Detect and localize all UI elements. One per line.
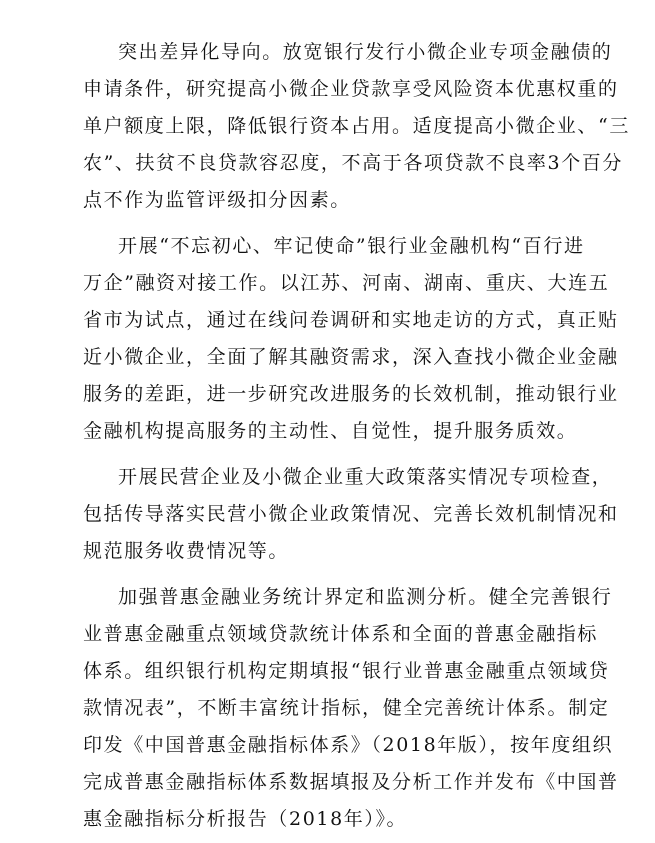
text-line: 服务的差距，进一步研究改进服务的长效机制，推动银行业 (83, 383, 619, 405)
text-line: 近小微企业，全面了解其融资需求，深入查找小微企业金融 (83, 346, 619, 368)
text-line: 包括传导落实民营小微企业政策情况、完善长效机制情况和 (83, 503, 619, 525)
text-line: 规范服务收费情况等。 (83, 540, 290, 562)
text-line: 开展民营企业及小微企业重大政策落实情况专项检查， (118, 466, 613, 488)
text-line: 点不作为监管评级扣分因素。 (83, 189, 351, 211)
text-line: 开展“不忘初心、牢记使命”银行业金融机构“百行进 (118, 235, 585, 257)
text-line: 业普惠金融重点领域贷款统计体系和全面的普惠金融指标 (83, 623, 599, 645)
text-line: 款情况表”，不断丰富统计指标，健全完善统计体系。制定 (83, 697, 610, 719)
text-line: 申请条件，研究提高小微企业贷款享受风险资本优惠权重的 (83, 78, 619, 100)
text-line: 省市为试点，通过在线问卷调研和实地走访的方式，真正贴 (83, 309, 619, 331)
text-line: 印发《中国普惠金融指标体系》（2018年版），按年度组织 (83, 734, 614, 756)
text-line: 加强普惠金融业务统计界定和监测分析。健全完善银行 (118, 586, 613, 608)
text-line: 金融机构提高服务的主动性、自觉性，提升服务质效。 (83, 420, 578, 442)
text-line: 惠金融指标分析报告（2018年）》。 (83, 808, 408, 830)
text-line: 万企”融资对接工作。以江苏、河南、湖南、重庆、大连五 (83, 272, 610, 294)
text-line: 农”、扶贫不良贷款容忍度，不高于各项贷款不良率3个百分 (83, 152, 624, 174)
text-line: 单户额度上限，降低银行资本占用。适度提高小微企业、“三 (83, 115, 630, 137)
text-line: 突出差异化导向。放宽银行发行小微企业专项金融债的 (118, 41, 613, 63)
text-line: 完成普惠金融指标体系数据填报及分析工作并发布《中国普 (83, 771, 619, 793)
text-line: 体系。组织银行机构定期填报“银行业普惠金融重点领域贷 (83, 660, 610, 682)
